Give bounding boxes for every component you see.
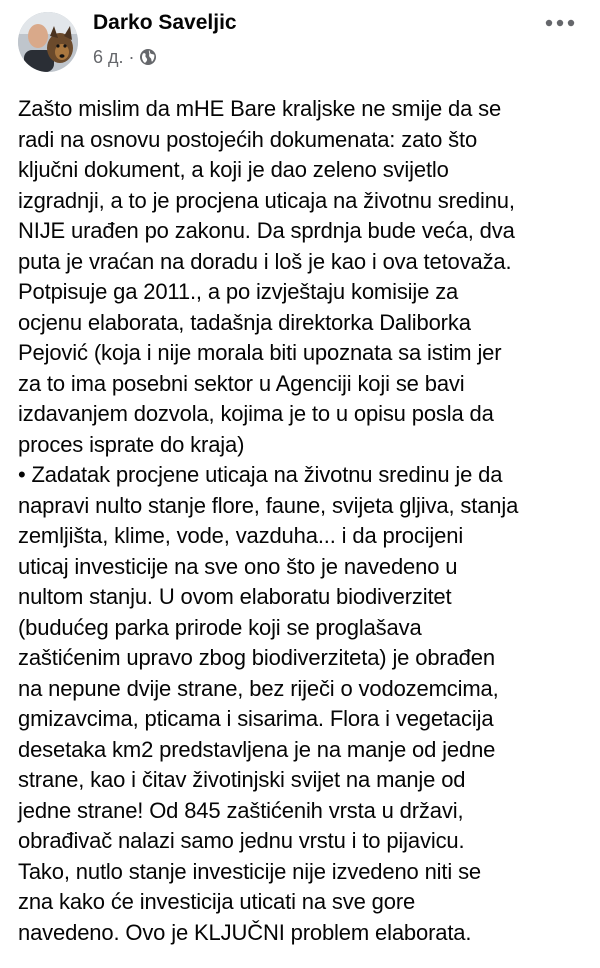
post-line: zna kako će investicija uticati na sve gore — [18, 889, 416, 914]
post-line: Zašto mislim da mHE Bare kraljske ne smije da se — [18, 96, 502, 121]
post-line: (budućeg parka prirode koji se proglašava — [18, 614, 422, 640]
post-line: desetaka km2 predstavljena je na manje od jedne — [18, 736, 496, 762]
author-name[interactable]: Darko Saveljic — [93, 11, 237, 34]
globe-icon[interactable] — [139, 48, 157, 66]
post-line: NIJE urađen po zakonu. Da sprdnja bude veća, dva — [18, 218, 515, 243]
post-line: na nepune dvije strane, bez riječi o vodozemcima, — [18, 675, 499, 701]
more-options-button[interactable] — [536, 6, 584, 40]
post-meta — [93, 46, 157, 68]
post-line: izdavanjem dozvola, kojima je to u opisu posla da — [18, 401, 494, 426]
post-line: obrađivač nalazi samo jednu vrstu i to pijavicu. — [18, 828, 465, 853]
post-line: Potpisuje ga 2011., a po izvještaju komisije za — [18, 279, 459, 304]
post-header — [0, 0, 600, 80]
post-line: nultom stanju. U ovom elaboratu biodiverzitet — [18, 584, 452, 609]
post-line: za to ima posebni sektor u Agenciji koji se bavi — [18, 370, 465, 396]
post-line: • Zadatak procjene uticaja na životnu sredinu je da — [18, 462, 503, 487]
post-line: gmizavcima, pticama i sisarima. Flora i vegetacija — [18, 706, 494, 731]
post-line: uticaj investicije na sve ono što je navedeno u — [18, 553, 458, 579]
post-line: puta je vraćan na doradu i loš je kao i ova tetovaža. — [18, 248, 512, 274]
post-timestamp[interactable]: 6 д. — [93, 46, 124, 67]
post-line: zemljišta, klime, vode, vazduha... i da procijeni — [18, 523, 464, 548]
avatar-photo — [18, 12, 78, 72]
avatar[interactable] — [18, 12, 78, 72]
post-line: proces isprate do kraja) — [18, 431, 245, 457]
post-line: navedeno. Ovo je KLJUČNI problem elaborata. — [18, 919, 472, 945]
post-line: Pejović (koja i nije morala biti upoznata sa istim jer — [18, 340, 502, 365]
post-body — [18, 94, 590, 948]
post-line: Tako, nutlo stanje investicije nije izvedeno niti se — [18, 858, 482, 884]
post-line: izgradnji, a to je procjena uticaja na životnu sredinu, — [18, 187, 515, 213]
post-line: zaštićenim upravo zbog biodiverziteta) je obrađen — [18, 645, 495, 670]
more-horizontal-icon — [545, 19, 575, 27]
meta-separator: · — [128, 46, 135, 67]
post-line: radi na osnovu postojećih dokumenata: zato što — [18, 126, 478, 152]
post-line: jedne strane! Od 845 zaštićenih vrsta u državi, — [18, 797, 464, 823]
post-line: ocjenu elaborata, tadašnja direktorka Daliborka — [18, 309, 471, 335]
post-line: napravi nulto stanje flore, faune, svijeta gljiva, stanja — [18, 492, 519, 518]
post-line: strane, kao i čitav životinjski svijet na manje od — [18, 767, 466, 792]
post-line: ključni dokument, a koji je dao zeleno svijetlo — [18, 157, 449, 182]
